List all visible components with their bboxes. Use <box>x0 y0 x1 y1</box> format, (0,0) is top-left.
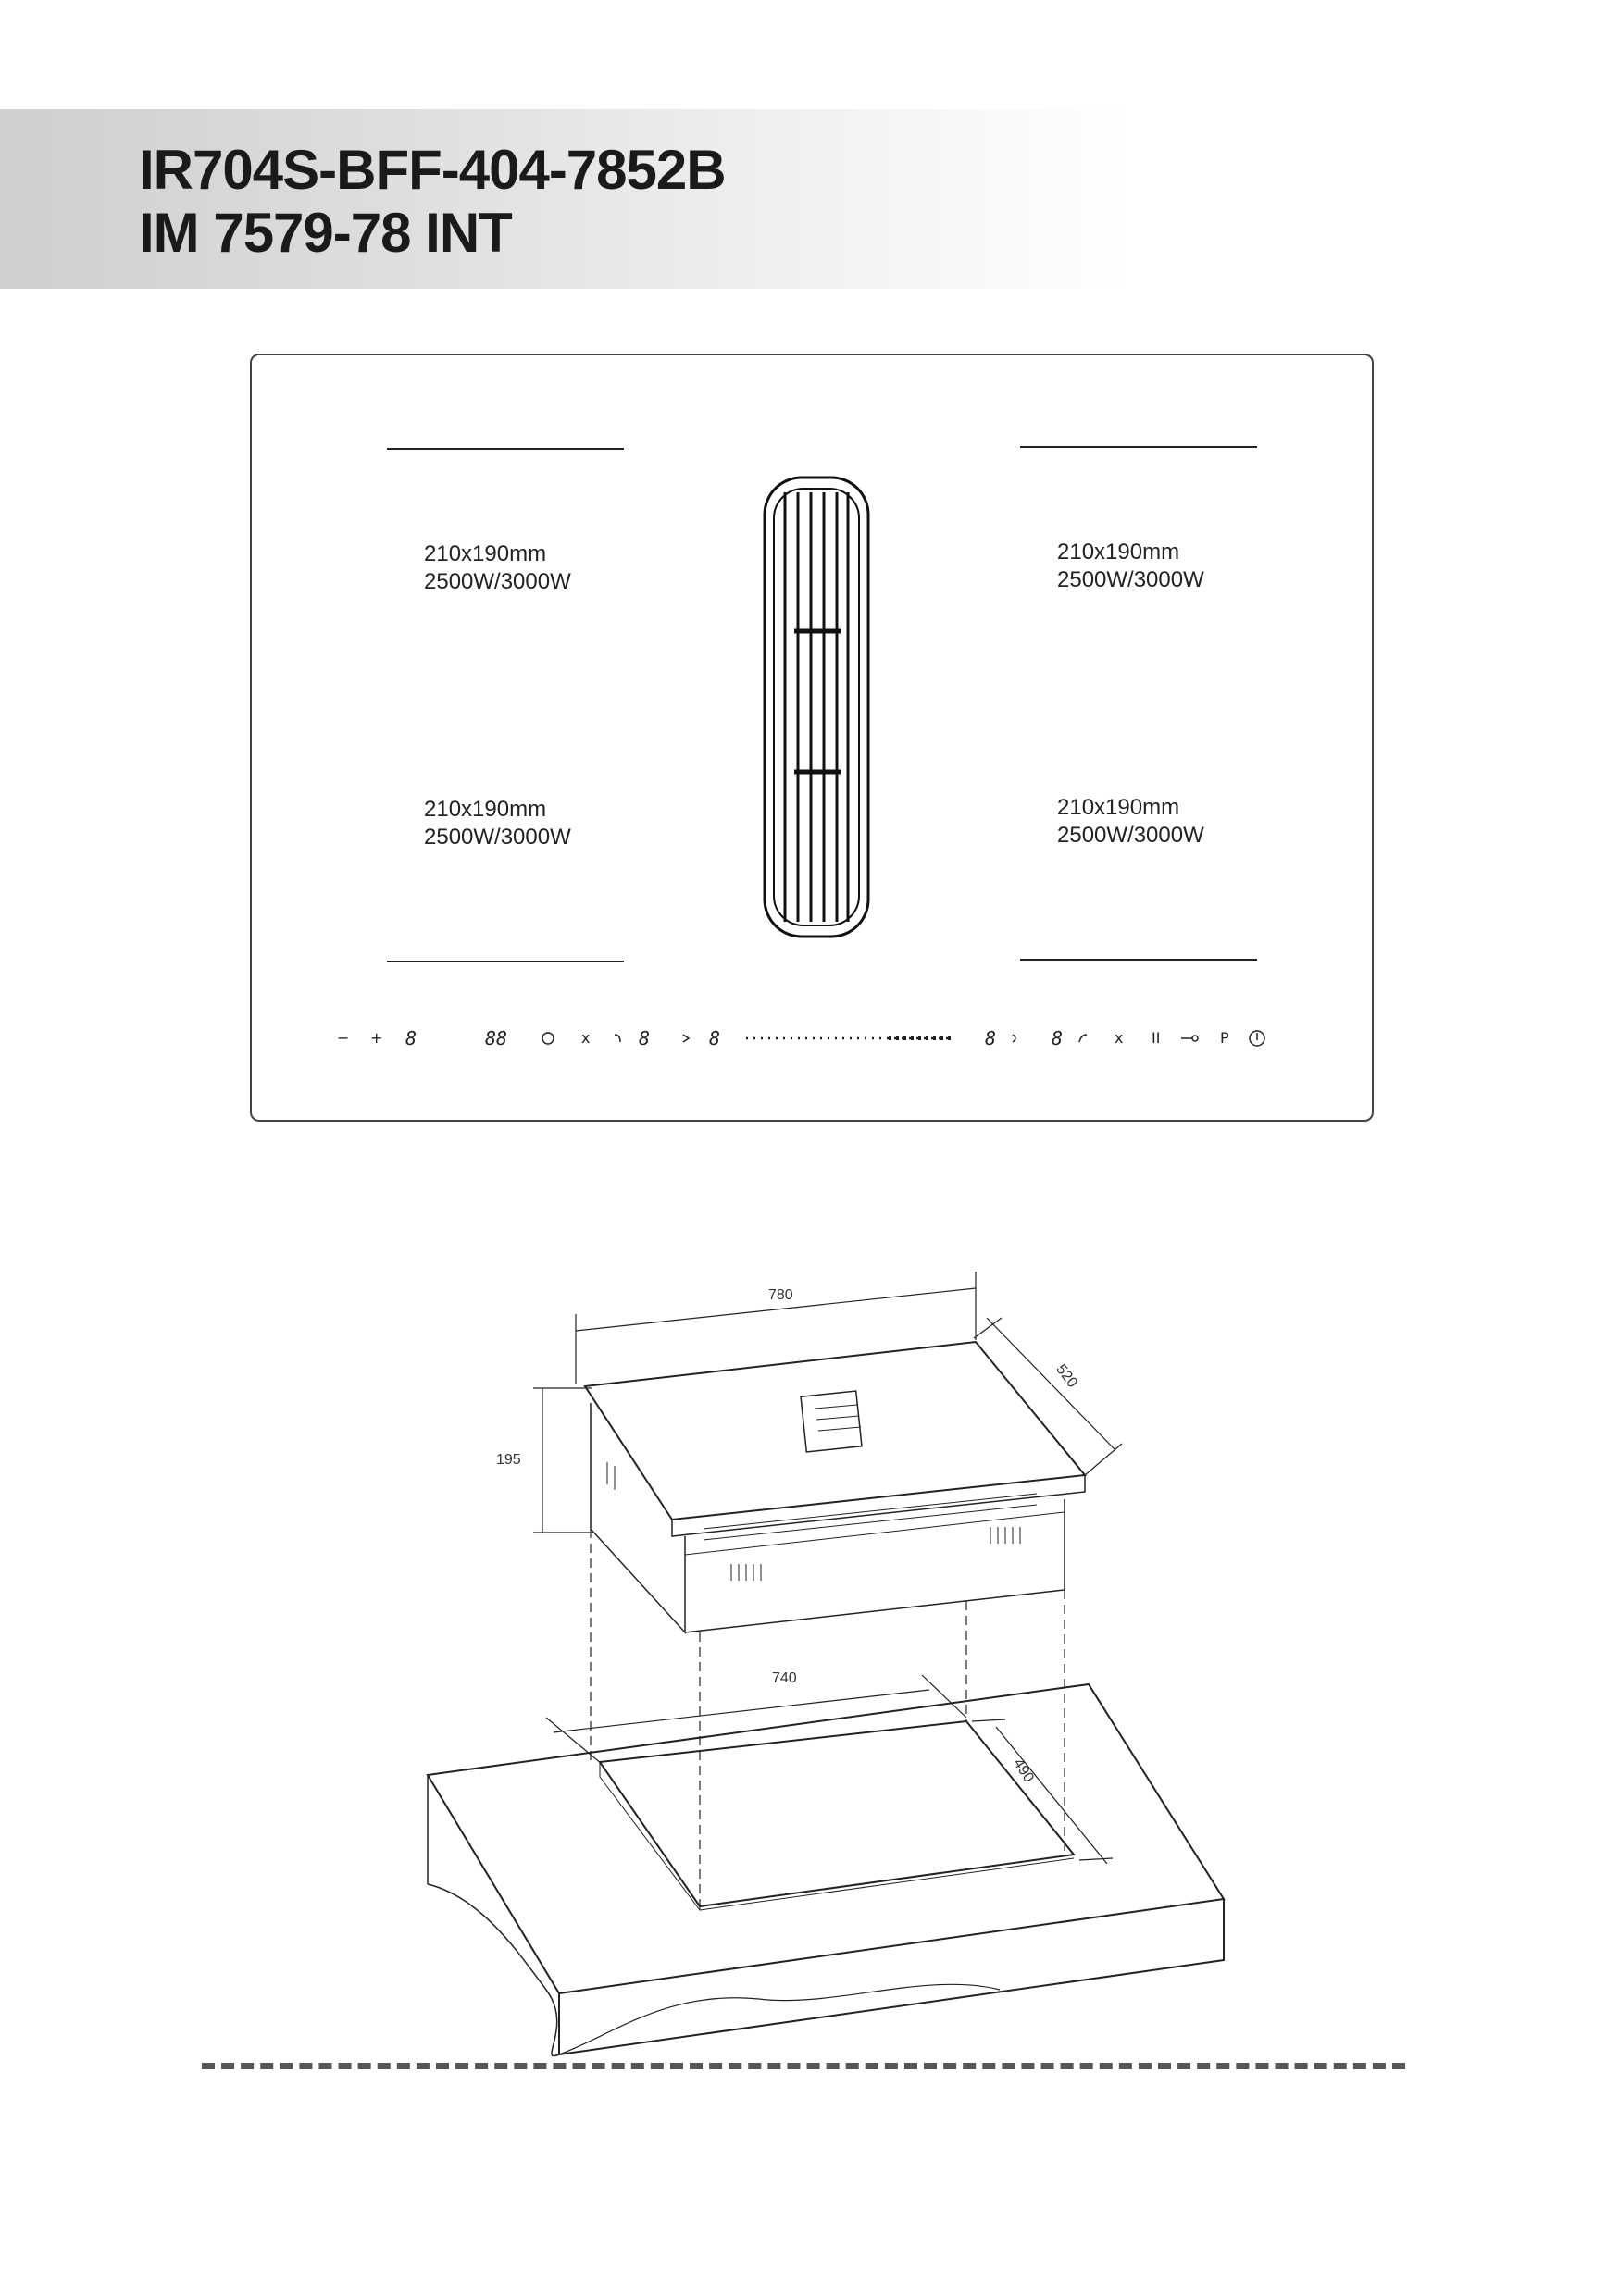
plus-key[interactable]: + <box>370 1029 383 1047</box>
zone-size: 210x190mm <box>424 797 547 822</box>
level-display: 8 <box>405 1027 417 1049</box>
lock-key-icon[interactable] <box>1181 1036 1198 1041</box>
boost-icon[interactable] <box>615 1035 620 1042</box>
height-dimension-label: 195 <box>496 1452 521 1468</box>
zone-power: 2500W/3000W <box>424 569 571 594</box>
zone-size: 210x190mm <box>1057 540 1180 565</box>
zone-power: 2500W/3000W <box>424 825 571 850</box>
zone-display-left: 8 <box>639 1027 651 1049</box>
section-divider <box>202 2063 1405 2069</box>
hood-display: 8 <box>709 1027 721 1049</box>
zone-power: 2500W/3000W <box>1057 567 1204 592</box>
zone-size: 210x190mm <box>1057 795 1180 820</box>
zone-display-rear: 8 <box>1052 1027 1064 1049</box>
cutout-width-label: 740 <box>772 1670 797 1686</box>
control-panel <box>337 1027 1264 1049</box>
dimension-cutout-depth <box>972 1719 1113 1864</box>
minus-key[interactable]: − <box>337 1029 350 1047</box>
extraction-vent <box>765 478 868 937</box>
depth-dimension-label: 520 <box>1052 1361 1081 1391</box>
stop-key-icon[interactable]: x <box>1115 1029 1124 1047</box>
flex-icon[interactable] <box>1079 1035 1087 1042</box>
dimension-depth <box>974 1318 1122 1475</box>
dimension-height <box>533 1388 592 1533</box>
timer-display: 88 <box>485 1027 508 1049</box>
zone-power: 2500W/3000W <box>1057 823 1204 848</box>
timer-icon[interactable] <box>542 1033 554 1044</box>
width-dimension-label: 780 <box>768 1287 793 1303</box>
pause-icon[interactable]: II <box>1152 1029 1161 1047</box>
zone-display-right: 8 <box>985 1027 997 1049</box>
cutout-depth-label: 490 <box>1010 1756 1037 1786</box>
zone-size: 210x190mm <box>424 541 547 566</box>
installation-diagram <box>428 1272 1224 2056</box>
program-key[interactable]: P <box>1220 1029 1229 1047</box>
model-title-secondary: IM 7579-78 INT <box>139 202 512 264</box>
pause-key-icon[interactable]: x <box>581 1029 591 1047</box>
keep-warm-icon[interactable] <box>1013 1035 1015 1042</box>
model-title-primary: IR704S-BFF-404-7852B <box>139 139 726 201</box>
bridge-icon[interactable] <box>683 1035 689 1042</box>
